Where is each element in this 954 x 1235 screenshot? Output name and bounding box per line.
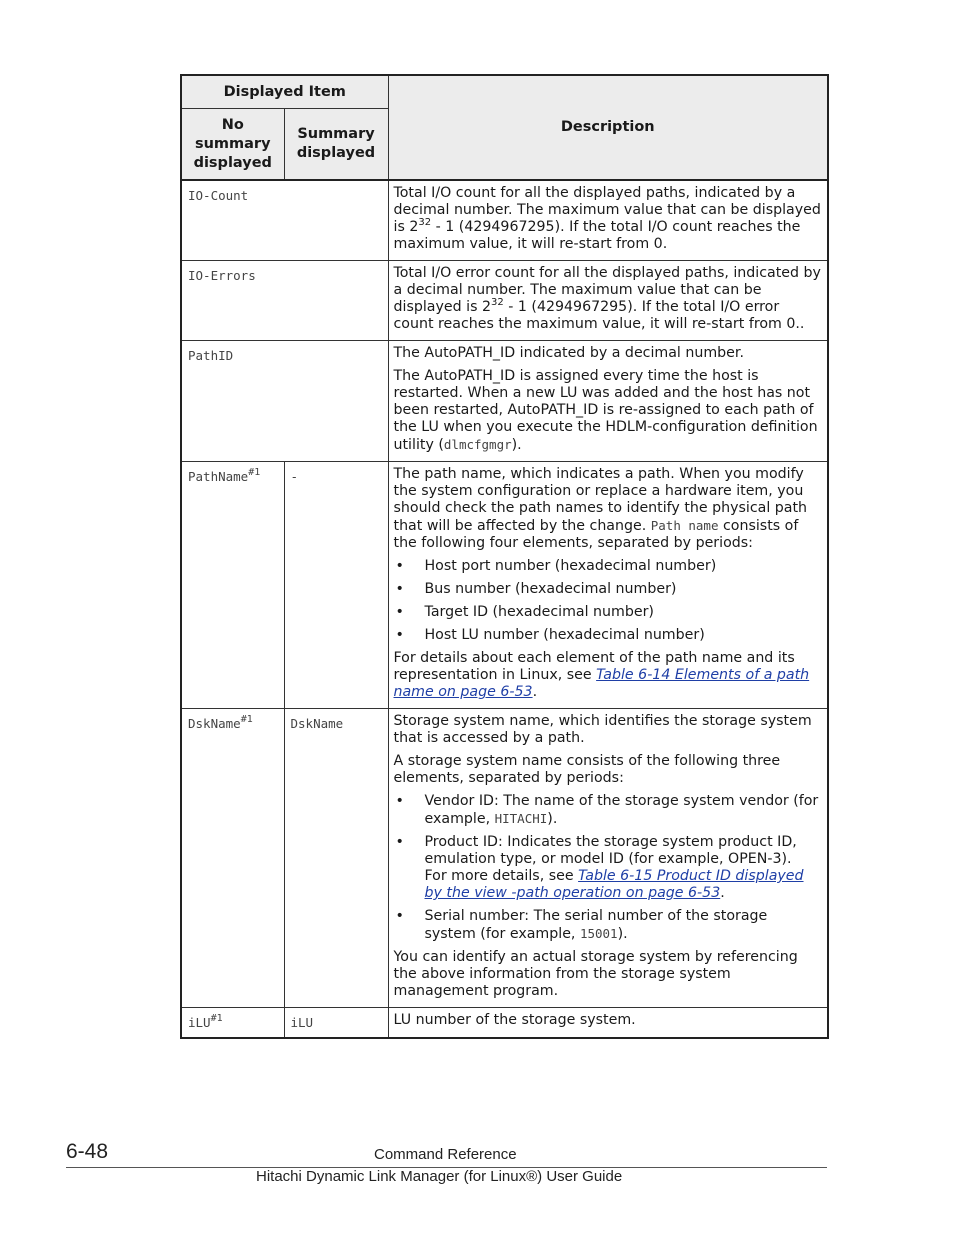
item-ilu [181,1008,284,1039]
desc-text: ). [547,811,558,827]
footer-guide-title: Hitachi Dynamic Link Manager (for Linux®) User Guide [256,1168,623,1185]
item-dsk-name [181,709,284,1008]
list-item: • Target ID (hexadecimal number) [394,604,822,621]
desc-text: Product ID: Indicates the storage system product ID, emulation type, or model ID (for example, OPEN-3). [424,834,797,867]
desc-paragraph: The AutoPATH_ID indicated by a decimal number. [393,345,744,361]
header-displayed-item: Displayed Item [181,75,388,109]
desc-text: For more details, see [424,868,579,884]
table-row [181,180,828,261]
summary-path-name: - [284,462,388,709]
description-ilu: LU number of the storage system. [388,1008,828,1039]
desc-paragraph: You can identify an actual storage system by referencing the above information from the storage system management program. [393,949,798,999]
description-io-count [388,180,828,261]
list-item: • Bus number (hexadecimal number) [394,581,822,598]
list-item: • Host LU number (hexadecimal number) [394,627,822,644]
desc-text: consists of the following four elements, separated by periods: [393,518,799,551]
item-label: PathName [188,469,249,484]
desc-text: Total I/O error count for all the displayed paths, indicated by a decimal number. The maximum value that can be displayed is 2 [393,265,821,315]
item-io-errors: IO-Errors [181,261,388,341]
table-row [181,341,828,462]
desc-text: - 1 (4294967295). If the total I/O count reaches the maximum value, it will re-start from 0. [393,219,801,252]
header-description: Description [388,75,828,180]
command-reference-table [180,74,829,1039]
item-label: DskName [188,716,241,731]
header-no-summary: No summary displayed [181,109,284,181]
footnote-ref: #1 [240,714,253,725]
code-text: HITACHI [494,811,548,826]
desc-text: Vendor ID: The name of the storage system vendor (for example, [424,793,819,827]
desc-text: Total I/O count for all the displayed paths, indicated by a decimal number. The maximum value that can be displayed is 2 [393,185,821,235]
desc-text: The AutoPATH_ID is assigned every time the host is restarted. When a new LU was added and the host has not been restarted, AutoPATH_ID is re-assigned to each path of the LU when you execute the HDLM-configuration definition utility ( [393,368,818,453]
table-row [181,709,828,1008]
desc-paragraph [425,868,822,902]
page-number: 6-48 [66,1140,109,1163]
list-item [394,908,822,943]
desc-paragraph [394,650,822,701]
footnote-ref: #1 [248,467,261,478]
description-dsk-name [388,709,828,1008]
desc-text: ). [511,437,522,453]
list-item [394,834,822,902]
list-item: • Host port number (hexadecimal number) [394,558,822,575]
description-path-id [388,341,828,462]
desc-text: The path name, which indicates a path. When you modify the system configuration or replace a hardware item, you should check the path names to identify the physical path that will be affected by the change. [393,466,808,534]
description-path-name [388,462,828,709]
table-row [181,1008,828,1039]
desc-text: - 1 (4294967295). If the total I/O error count reaches the maximum value, it will re-start from 0.. [393,299,805,332]
item-io-count: IO-Count [181,180,388,261]
link-table-6-15[interactable]: Table 6-15 Product ID displayed by the view -path operation on page 6-53 [424,868,804,901]
bullet-list [394,793,822,943]
desc-paragraph: Storage system name, which identifies the storage system that is accessed by a path. [393,713,812,746]
code-text: dlmcfgmgr [443,437,512,452]
superscript: 32 [491,297,504,308]
footer-section-title: Command Reference [374,1146,517,1163]
summary-dsk-name: DskName [284,709,388,1008]
desc-text: For details about each element of the path name and its representation in Linux, see [393,650,795,683]
desc-text: Serial number: The serial number of the storage system (for example, [424,908,768,942]
desc-text: ). [617,926,628,942]
item-label: iLU [188,1015,211,1030]
desc-paragraph [394,466,822,552]
code-text: 15001 [579,926,618,941]
item-path-name [181,462,284,709]
item-path-id: PathID [181,341,388,462]
desc-paragraph [394,368,822,454]
code-text: Path name [650,518,719,533]
header-summary: Summary displayed [284,109,388,181]
desc-paragraph: A storage system name consists of the following three elements, separated by periods: [393,753,781,786]
list-item [394,793,822,828]
desc-text: . [532,684,538,700]
table-row [181,462,828,709]
footnote-ref: #1 [210,1013,223,1024]
bullet-list [394,558,822,644]
table-row [181,261,828,341]
desc-text: . [720,885,725,901]
summary-ilu: iLU [284,1008,388,1039]
superscript: 32 [418,217,432,228]
link-table-6-14[interactable]: Table 6-14 Elements of a path name on page 6-53 [393,667,810,700]
description-io-errors [388,261,828,341]
